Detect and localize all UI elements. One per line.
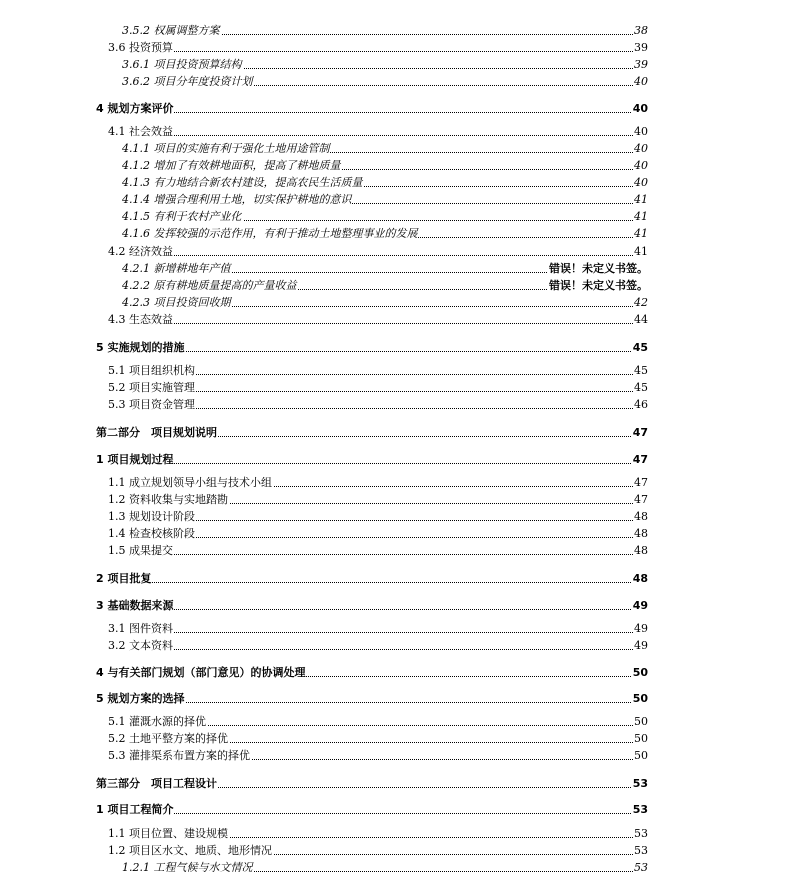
toc-entry-title: 4.2.3 项目投资回收期 [122,296,231,309]
toc-entry[interactable] [0,826,794,842]
toc-entry[interactable] [0,748,794,764]
toc-entry[interactable] [0,543,794,559]
toc-page-number: 38 [634,24,648,37]
toc-page-number: 40 [634,159,648,172]
toc-entry[interactable] [0,860,794,876]
toc-entry[interactable] [0,714,794,730]
toc-entry-title: 4.3 生态效益 [108,313,173,326]
toc-page-number: 40 [634,176,648,189]
toc-entry-title: 2 项目批复 [96,572,152,585]
toc-entry[interactable] [0,731,794,747]
toc-entry[interactable] [0,124,794,140]
toc-entry[interactable] [0,101,794,117]
toc-entry[interactable] [0,397,794,413]
toc-entry[interactable] [0,340,794,356]
toc-page-number: 47 [632,453,648,466]
toc-entry-title: 3.6 投资预算 [108,41,173,54]
toc-entry-title: 5.2 项目实施管理 [108,381,195,394]
toc-page-number: 45 [634,364,648,377]
toc-dot-leader [96,463,645,464]
toc-page-number: 39 [634,58,648,71]
toc-entry[interactable] [0,244,794,260]
toc-entry[interactable] [0,57,794,73]
toc-entry[interactable] [0,175,794,191]
toc-page-number: 53 [632,803,648,816]
toc-entry-title: 4.1.3 有力地结合新农村建设，提高农民生活质量 [122,176,363,189]
toc-entry-title: 4.2.2 原有耕地质量提高的产量收益 [122,279,297,292]
toc-entry[interactable] [0,40,794,56]
toc-entry-title: 1 项目规划过程 [96,453,174,466]
toc-entry[interactable] [0,598,794,614]
toc-entry-title: 4.2.1 新增耕地年产值 [122,262,231,275]
toc-page-number: 47 [632,426,648,439]
toc-entry[interactable] [0,571,794,587]
toc-entry[interactable] [0,278,794,294]
toc-entry-title: 1.3 规划设计阶段 [108,510,195,523]
toc-entry-title: 5.3 灌排渠系布置方案的择优 [108,749,250,762]
toc-page-number: 50 [632,666,648,679]
toc-entry[interactable] [0,665,794,681]
toc-entry-title: 4.1.4 增强合理利用土地，切实保护耕地的意识 [122,193,352,206]
toc-page-number: 42 [634,296,648,309]
toc-page-number: 50 [634,715,648,728]
toc-page-number: 48 [634,544,648,557]
toc-page-number: 40 [634,142,648,155]
toc-dot-leader [108,135,645,136]
toc-entry-title: 1.2 资料收集与实地踏勘 [108,493,228,506]
toc-entry-title: 1.1 项目位置、建设规模 [108,827,228,840]
toc-bookmark-error: 错误！未定义书签。 [549,262,648,275]
toc-entry-title: 5.2 土地平整方案的择优 [108,732,228,745]
toc-entry[interactable] [0,363,794,379]
toc-page-number: 48 [634,510,648,523]
toc-entry-title: 4.1.6 发挥较强的示范作用，有利于推动土地整理事业的发展 [122,227,418,240]
toc-entry-title: 3.2 文本资料 [108,639,173,652]
toc-entry[interactable] [0,192,794,208]
toc-dot-leader [108,554,645,555]
toc-entry-title: 1.1 成立规划领导小组与技术小组 [108,476,272,489]
toc-page-number: 46 [634,398,648,411]
toc-page-number: 48 [634,527,648,540]
toc-entry[interactable] [0,23,794,39]
toc-entry[interactable] [0,526,794,542]
toc-entry-title: 4.2 经济效益 [108,245,173,258]
toc-entry-title: 4 规划方案评价 [96,102,174,115]
toc-entry[interactable] [0,226,794,242]
toc-entry[interactable] [0,802,794,818]
toc-entry-title: 1.2 项目区水文、地质、地形情况 [108,844,272,857]
toc-page-number: 47 [634,476,648,489]
toc-entry-title: 5.1 灌溉水源的择优 [108,715,206,728]
toc-page-number: 53 [634,827,648,840]
toc-page-number: 49 [634,622,648,635]
toc-entry[interactable] [0,209,794,225]
toc-page-number: 41 [634,245,648,258]
toc-dot-leader [108,649,645,650]
toc-page-number: 39 [634,41,648,54]
toc-entry[interactable] [0,509,794,525]
toc-entry[interactable] [0,621,794,637]
toc-page-number: 47 [634,493,648,506]
toc-dot-leader [108,51,645,52]
toc-page-number: 53 [634,844,648,857]
toc-page-number: 50 [632,692,648,705]
toc-dot-leader [96,609,645,610]
toc-entry-title: 3.5.2 权属调整方案 [122,24,220,37]
toc-page-number: 45 [634,381,648,394]
toc-page-number: 40 [632,102,648,115]
toc-page-number: 49 [632,599,648,612]
toc-page-number: 49 [634,639,648,652]
toc-entry-title: 5.1 项目组织机构 [108,364,195,377]
toc-entry[interactable] [0,261,794,277]
toc-entry[interactable] [0,638,794,654]
toc-entry-title: 4.1 社会效益 [108,125,173,138]
toc-bookmark-error: 错误！未定义书签。 [549,279,648,292]
toc-entry-title: 5.3 项目资金管理 [108,398,195,411]
toc-entry[interactable] [0,425,794,441]
toc-entry[interactable] [0,776,794,792]
toc-entry[interactable] [0,312,794,328]
toc-entry-title: 4 与有关部门规划（部门意见）的协调处理 [96,666,306,679]
toc-entry-title: 3.1 图件资料 [108,622,173,635]
toc-entry-title: 5 规划方案的选择 [96,692,185,705]
toc-entry-title: 1.2.1 工程气候与水文情况 [122,861,253,874]
toc-page-number: 53 [632,777,648,790]
toc-page-number: 41 [634,210,648,223]
toc-entry-title: 4.1.1 项目的实施有利于强化土地用途管制 [122,142,330,155]
toc-dot-leader [108,255,645,256]
toc-entry[interactable] [0,295,794,311]
toc-entry[interactable] [0,452,794,468]
toc-entry-title: 1 项目工程简介 [96,803,174,816]
toc-entry[interactable] [0,74,794,90]
toc-page-number: 50 [634,732,648,745]
toc-dot-leader [108,632,645,633]
toc-entry-title: 3.6.1 项目投资预算结构 [122,58,242,71]
toc-page-number: 48 [632,572,648,585]
toc-dot-leader [96,813,645,814]
toc-entry[interactable] [0,141,794,157]
toc-entry-title: 3 基础数据来源 [96,599,174,612]
toc-entry[interactable] [0,691,794,707]
toc-page-number: 50 [634,749,648,762]
toc-entry-title: 5 实施规划的措施 [96,341,185,354]
toc-entry[interactable] [0,380,794,396]
toc-page-number: 41 [634,227,648,240]
toc-dot-leader [108,323,645,324]
toc-entry-title: 3.6.2 项目分年度投资计划 [122,75,253,88]
toc-entry[interactable] [0,158,794,174]
toc-entry-title: 第二部分 项目规划说明 [96,426,217,439]
toc-page-number: 40 [634,125,648,138]
toc-entry[interactable] [0,492,794,508]
toc-page-number: 40 [634,75,648,88]
toc-page-number: 41 [634,193,648,206]
toc-entry-title: 1.4 检查校核阶段 [108,527,195,540]
toc-entry-title: 第三部分 项目工程设计 [96,777,217,790]
toc-entry-title: 4.1.2 增加了有效耕地面积，提高了耕地质量 [122,159,341,172]
toc-dot-leader [96,112,645,113]
toc-entry[interactable] [0,843,794,859]
toc-page-number: 53 [634,861,648,874]
toc-dot-leader [96,582,645,583]
toc-entry-title: 1.5 成果提交 [108,544,173,557]
toc-entry[interactable] [0,475,794,491]
toc-page-number: 44 [634,313,648,326]
toc-entry-title: 4.1.5 有利于农村产业化 [122,210,242,223]
toc-page-number: 45 [632,341,648,354]
